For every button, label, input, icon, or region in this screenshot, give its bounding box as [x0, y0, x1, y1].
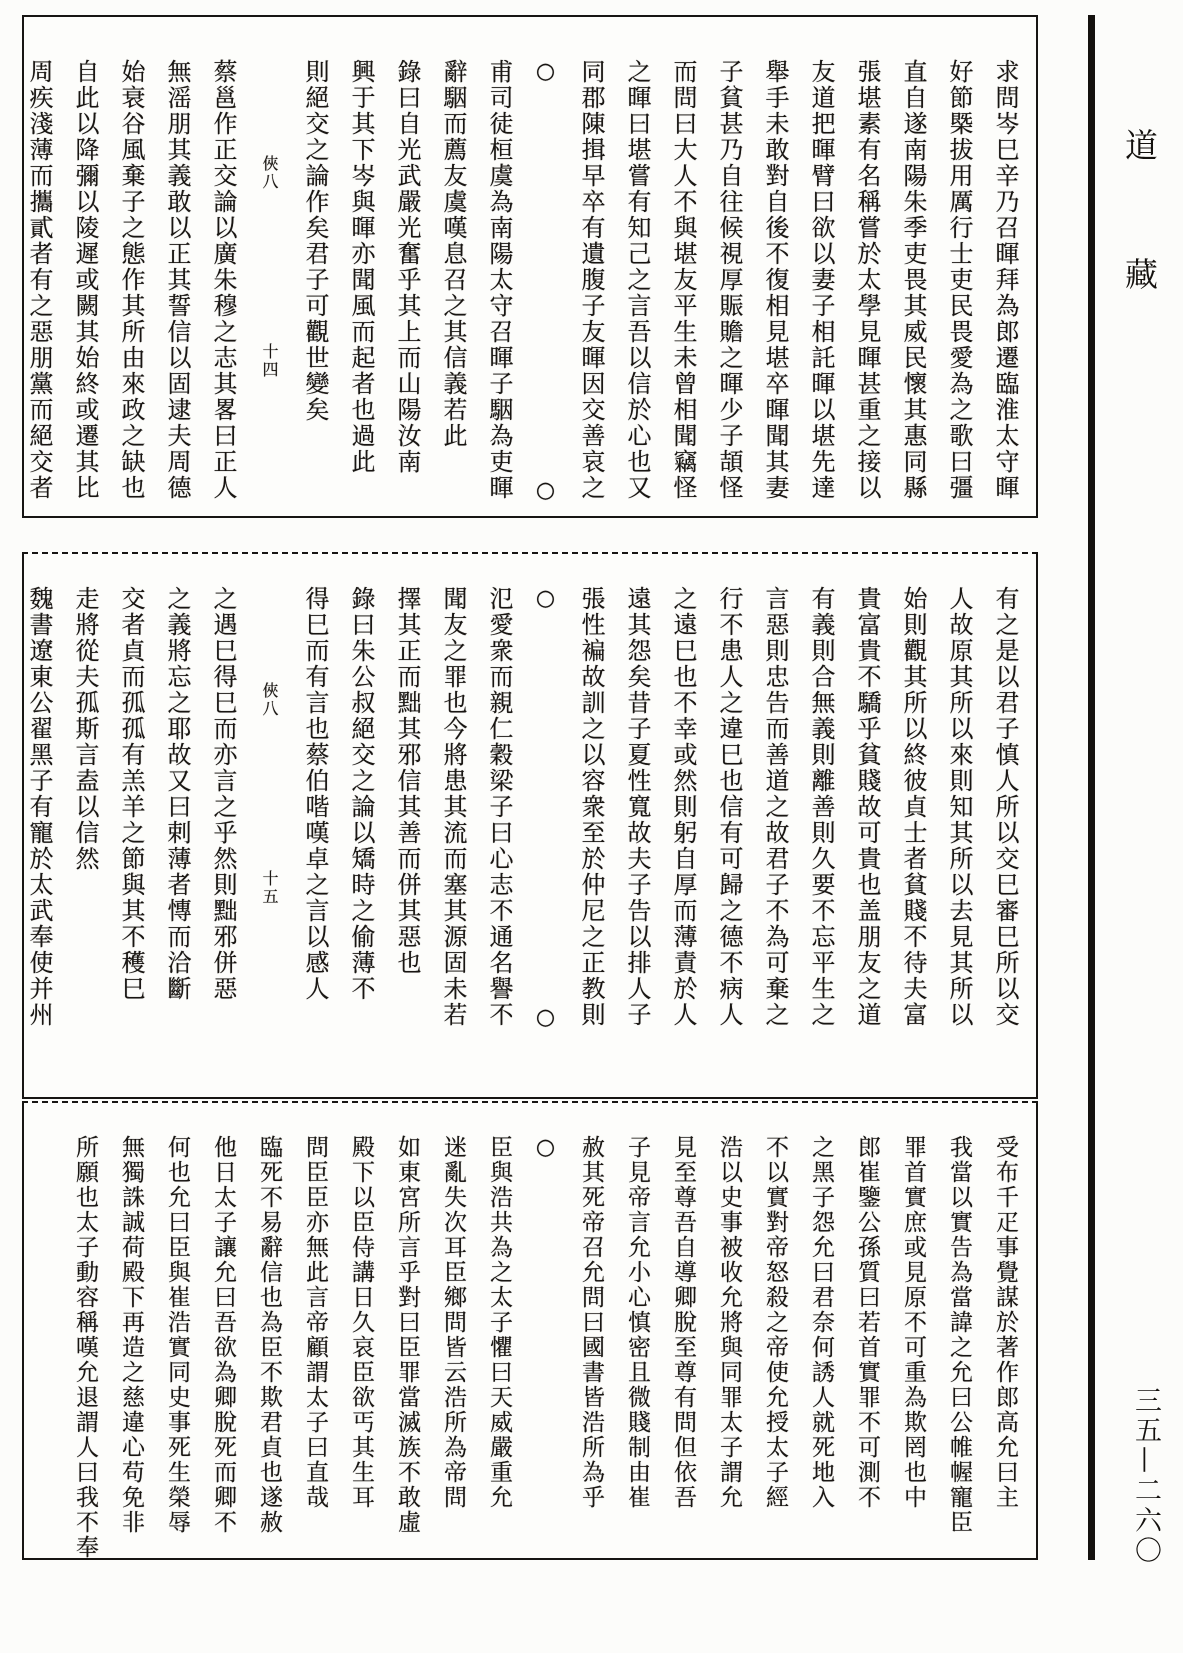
text-column: 有義則合無義則離善則久要不忘平生之: [807, 586, 835, 1028]
text-column: 不以實對帝怒殺之帝使允授太子經: [762, 1135, 788, 1510]
folio-marker-column: [246, 59, 292, 516]
section-divider-circle-icon: ○: [533, 478, 558, 505]
margin-divider-rule: [1088, 15, 1095, 1560]
volume-page-number: 三五—二六〇: [1130, 1386, 1161, 1566]
text-column: 迷亂失次耳臣鄉問皆云浩所為帝問: [440, 1135, 466, 1510]
text-column: 如東宮所言乎對曰臣罪當滅族不敢虛: [394, 1135, 420, 1535]
text-column: 臣與浩共為之太子懼曰天威嚴重允: [486, 1135, 512, 1510]
text-column: 求問岑巳辛乃召暉拜為郎遷臨淮太守暉: [991, 59, 1019, 501]
text-column: 有之是以君子慎人所以交巳審巳所以交: [991, 586, 1019, 1028]
text-column: 所願也太子動容稱嘆允退謂人曰我不奉: [72, 1135, 98, 1560]
text-column: 始衰谷風棄子之態作其所由來政之缺也: [117, 59, 145, 501]
text-column: 直自遂南陽朱季吏畏其威民懷其惠同縣: [899, 59, 927, 501]
text-column: 問臣臣亦無此言帝顧謂太子曰直哉: [302, 1135, 328, 1510]
text-column: 之黑子怨允曰君奈何誘人就死地入: [808, 1135, 834, 1510]
text-column: 好節槩拔用厲行士吏民畏愛為之歌曰彊: [945, 59, 973, 501]
text-column: 而問曰大人不與堪友平生未曾相聞竊怪: [669, 59, 697, 501]
text-column: 他日太子讓允曰吾欲為卿脫死而卿不: [210, 1135, 236, 1535]
section-divider-circle-icon: ○: [533, 586, 558, 613]
column-container-middle: [24, 554, 1036, 1097]
text-column: 友道把暉臂曰欲以妻子相託暉以堪先達: [807, 59, 835, 501]
text-column: 始則觀其所以終彼貞士者貧賤不待夫富: [899, 586, 927, 1028]
text-column: 張堪素有名稱嘗於太學見暉甚重之接以: [853, 59, 881, 501]
text-column: 舉手未敢對自後不復相見堪卒暉聞其妻: [761, 59, 789, 501]
text-column: 則絕交之論作矣君子可觀世變矣: [301, 59, 329, 423]
text-column: 之義將忘之耶故又曰剌薄者慱而洽斷: [163, 586, 191, 1002]
text-column: 言惡則忠告而善道之故君子不為可棄之: [761, 586, 789, 1028]
text-column: 錄曰自光武嚴光奮乎其上而山陽汝南: [393, 59, 421, 475]
text-column: 浩以史事被收允將與同罪太子謂允: [716, 1135, 742, 1510]
text-register-top: [22, 15, 1038, 518]
text-column: 得巳而有言也蔡伯喈嘆卓之言以感人: [301, 586, 329, 1002]
text-column: 擇其正而黜其邪信其善而併其惡也: [393, 586, 421, 976]
text-column: 何也允曰臣與崔浩實同史事死生榮辱: [164, 1135, 190, 1535]
text-column: 走將從夫孤斯言盍以信然: [71, 586, 99, 872]
text-column: 聞友之罪也今將患其流而塞其源固未若: [439, 586, 467, 1028]
text-column: 受布千疋事覺謀於著作郎高允曰主: [992, 1135, 1018, 1510]
section-divider-circle-icon: ○: [533, 1005, 558, 1032]
text-column: 周疾淺薄而攜貳者有之惡朋黨而絕交者: [25, 59, 53, 501]
section-divider-column: [522, 586, 568, 1097]
text-column: 之遠巳也不幸或然則躬自厚而薄責於人: [669, 586, 697, 1028]
text-column: 子貧甚乃自往候視厚賑贍之暉少子頡怪: [715, 59, 743, 501]
text-column: 子見帝言允小心慎密且微賤制由崔: [624, 1135, 650, 1510]
text-column: 辭駰而薦友虞嘆息召之其信義若此: [439, 59, 467, 449]
text-column: 之遇巳得巳而亦言之乎然則黜邪併惡: [209, 586, 237, 1002]
text-column: 罪首實庶或見原不可重為欺罔也中: [900, 1135, 926, 1510]
text-column: 氾愛衆而親仁穀梁子曰心志不通名譽不: [485, 586, 513, 1028]
text-column: 之暉曰堪嘗有知己之言吾以信於心也又: [623, 59, 651, 501]
text-register-middle: [22, 552, 1038, 1099]
text-column: 無滛朋其義敢以正其誓信以固逮夫周德: [163, 59, 191, 501]
text-column: 自此以降彌以陵遲或闕其始終或遷其比: [71, 59, 99, 501]
folio-marker-lower: 十五: [260, 870, 279, 906]
section-divider-circle-icon: ○: [533, 59, 558, 86]
section-divider-column: [522, 59, 568, 516]
text-column: 興于其下岑與暉亦聞風而起者也過此: [347, 59, 375, 475]
text-column: 我當以實告為當諱之允曰公帷幄寵臣: [946, 1135, 972, 1535]
folio-marker-upper: 俠八: [260, 155, 279, 191]
text-column: 郎崔鑒公孫質曰若首實罪不可測不: [854, 1135, 880, 1510]
text-column: 殿下以臣侍講日久哀臣欲丐其生耳: [348, 1135, 374, 1510]
text-register-bottom: [22, 1101, 1038, 1560]
text-column: 魏書遼東公翟黑子有寵於太武奉使并州: [25, 586, 53, 1028]
text-column: 甫司徒桓虞為南陽太守召暉子駰為吏暉: [485, 59, 513, 501]
folio-marker-upper: 俠八: [260, 682, 279, 718]
text-column: 赦其死帝召允問曰國書皆浩所為乎: [578, 1135, 604, 1510]
text-column: 臨死不易辭信也為臣不欺君貞也遂赦: [256, 1135, 282, 1535]
canon-title-label: 道藏: [1120, 128, 1159, 386]
text-column: 錄曰朱公叔絕交之論以矯時之偷薄不: [347, 586, 375, 1002]
text-column: 貴富貴不驕乎貧賤故可貴也盖朋友之道: [853, 586, 881, 1028]
text-column: 行不患人之違巳也信有可歸之德不病人: [715, 586, 743, 1028]
text-column: 張性褊故訓之以容衆至於仲尼之正教則: [577, 586, 605, 1028]
text-column: 無獨誅誠荷殿下再造之慈違心苟免非: [118, 1135, 144, 1535]
text-column: 同郡陳揖早卒有遺腹子友暉因交善哀之: [577, 59, 605, 501]
text-column: 交者貞而孤孤有羔羊之節與其不穫巳: [117, 586, 145, 1002]
text-column: 人故原其所以來則知其所以去見其所以: [945, 586, 973, 1028]
section-divider-column: [522, 1135, 568, 1558]
folio-marker-lower: 十四: [260, 343, 279, 379]
column-container-bottom: [24, 1103, 1036, 1558]
text-column: 蔡邕作正交論以廣朱穆之志其畧曰正人: [209, 59, 237, 501]
text-column: 見至尊吾自導卿脫至尊有問但依吾: [670, 1135, 696, 1510]
folio-marker-column: [246, 586, 292, 1097]
section-divider-circle-icon: ○: [533, 1135, 558, 1162]
text-column: 遠其怨矣昔子夏性寬故夫子告以排人子: [623, 586, 651, 1028]
column-container-top: [24, 17, 1036, 516]
